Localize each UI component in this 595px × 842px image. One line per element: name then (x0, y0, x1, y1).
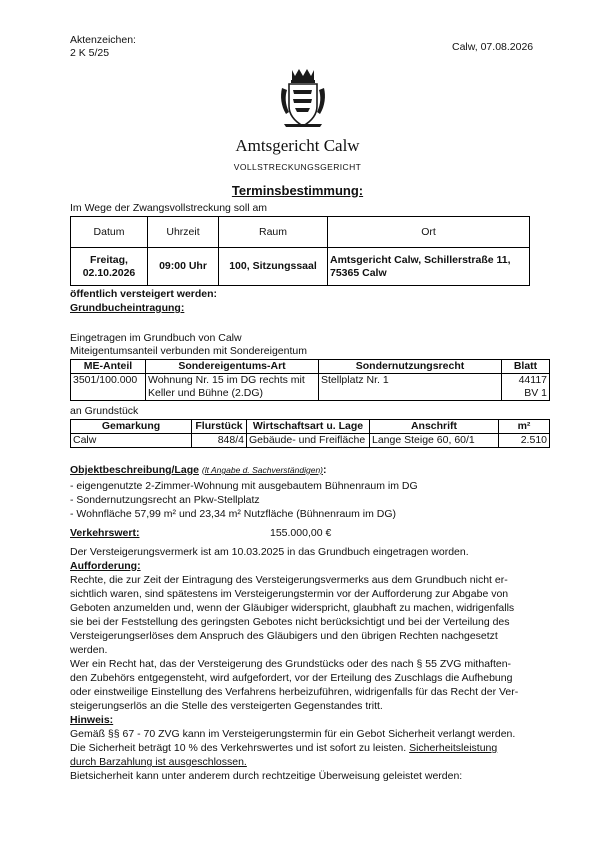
appointment-date-value: 02.10.2026 (82, 266, 136, 279)
objekt-note: (lt Angabe d. Sachverständigen) (201, 465, 323, 475)
header-wirtschaftsart: Wirtschaftsart u. Lage (247, 420, 370, 434)
hinweis-line2b: Sicherheitsleistung (409, 742, 498, 754)
appointment-place (328, 248, 530, 286)
appointment-place-line1: Amtsgericht Calw, Schillerstraße 11, (330, 253, 511, 266)
flaeche: 2.510 (499, 434, 550, 448)
header-date: Datum (71, 217, 148, 248)
blatt-line2: BV 1 (524, 387, 547, 399)
grundbuch-heading: Grundbucheintragung: (70, 302, 185, 314)
aufforderung-line: steigerungserlös an die Stelle des versteigerten Gegenstandes tritt. (70, 700, 383, 712)
header-sondereigentum: Sondereigentums-Art (146, 360, 319, 374)
flurstueck: 848/4 (192, 434, 247, 448)
aufforderung-heading: Aufforderung: (70, 560, 141, 572)
objekt-colon: : (323, 464, 327, 476)
objekt-item: - Wohnfläche 57,99 m² und 23,34 m² Nutzfläche (Bühnenraum im DG) (70, 508, 397, 520)
case-number: 2 K 5/25 (70, 47, 110, 59)
objekt-item: - Sondernutzungsrecht an Pkw-Stellplatz (70, 494, 260, 506)
place-date: Calw, 07.08.2026 (452, 41, 534, 53)
aufforderung-line: den Zubehörs entgegensteht, wird aufgefordert, vor der Erteilung des Zuschlags die Aufhebung (70, 672, 513, 684)
verkehrswert-value: 155.000,00 € (270, 527, 332, 539)
sondereigentum-line2: Keller und Bühne (2.DG) (148, 387, 263, 399)
court-subtitle: VOLLSTRECKUNGSGERICHT (233, 162, 362, 172)
blatt-line1: 44117 (518, 374, 547, 386)
header-flurstueck: Flurstück (192, 420, 247, 434)
appointment-table (70, 216, 530, 286)
objekt-heading-line (70, 464, 327, 477)
sondereigentum-line1: Wohnung Nr. 15 im DG rechts mit (148, 374, 305, 386)
aufforderung-line: oder einstweilige Einstellung des Verfahrens herbeizuführen, widrigenfalls für das Recht der Ver- (70, 686, 519, 698)
blatt (502, 374, 550, 401)
me-anteil: 3501/100.000 (71, 374, 146, 401)
intro-text: Im Wege der Zwangsvollstreckung soll am (70, 202, 268, 214)
anschrift: Lange Steige 60, 60/1 (370, 434, 499, 448)
coat-of-arms-icon (278, 66, 328, 130)
page-title: Terminsbestimmung: (231, 183, 364, 198)
hinweis-line: Gemäß §§ 67 - 70 ZVG kann im Versteigerungstermin für ein Gebot Sicherheit verlangt werden. (70, 728, 516, 740)
appointment-time: 09:00 Uhr (148, 248, 219, 286)
grundbuch-line2: Miteigentumsanteil verbunden mit Sondereigentum (70, 345, 307, 357)
sondernutzungsrecht: Stellplatz Nr. 1 (319, 374, 502, 401)
appointment-room: 100, Sitzungssaal (219, 248, 328, 286)
header-me-anteil: ME-Anteil (71, 360, 146, 374)
header-blatt: Blatt (502, 360, 550, 374)
aufforderung-line: werden. (70, 644, 108, 656)
ownership-table (70, 359, 550, 401)
hinweis-line4: Bietsicherheit kann unter anderem durch rechtzeitige Überweisung geleistet werden: (70, 770, 463, 782)
gemarkung: Calw (71, 434, 192, 448)
case-number-label: Aktenzeichen: (70, 34, 136, 46)
aufforderung-line: Wer ein Recht hat, das der Versteigerung des Grundstücks oder des nach § 55 ZVG mithaften- (70, 658, 512, 670)
header-place: Ort (328, 217, 530, 248)
grundstueck-label: an Grundstück (70, 405, 139, 417)
property-table (70, 419, 550, 448)
grundbuch-line1: Eingetragen im Grundbuch von Calw (70, 332, 242, 344)
aufforderung-line: Rechte, die zur Zeit der Eintragung des Versteigerungsvermerks aus dem Grundbuch nicht er- (70, 574, 508, 586)
aufforderung-line: sichtlich waren, sind spätestens im Versteigerungstermin vor der Aufforderung zur Abgabe von (70, 588, 509, 600)
hinweis-line3: durch Barzahlung ist ausgeschlossen. (70, 756, 247, 768)
hinweis-line2a: Die Sicherheit beträgt 10 % des Verkehrswertes und ist sofort zu leisten. (70, 742, 410, 754)
objekt-heading: Objektbeschreibung/Lage (70, 464, 199, 476)
aufforderung-line: Versteigerungserlöses dem Anspruch des Gläubigers und den übrigen Rechten nachgesetzt (70, 630, 498, 642)
appointment-date (71, 248, 148, 286)
header-gemarkung: Gemarkung (71, 420, 192, 434)
appointment-day: Freitag, (90, 253, 128, 266)
header-time: Uhrzeit (148, 217, 219, 248)
header-room: Raum (219, 217, 328, 248)
appointment-place-line2: 75365 Calw (330, 266, 387, 279)
verkehrswert-label: Verkehrswert: (70, 527, 140, 539)
wirtschaftsart: Gebäude- und Freifläche (247, 434, 370, 448)
header-sondernutzung: Sondernutzungsrecht (319, 360, 502, 374)
court-name: Amtsgericht Calw (235, 136, 360, 155)
hinweis-line (70, 742, 497, 755)
header-anschrift: Anschrift (370, 420, 499, 434)
vermerk-text: Der Versteigerungsvermerk ist am 10.03.2025 in das Grundbuch eingetragen worden. (70, 546, 469, 558)
aufforderung-line: Geboten anzumelden und, wenn der Gläubiger widerspricht, glaubhaft zu machen, widrigenfalls (70, 602, 515, 614)
header-flaeche: m² (499, 420, 550, 434)
sondereigentum-art (146, 374, 319, 401)
auction-statement: öffentlich versteigert werden: (70, 288, 218, 300)
hinweis-heading: Hinweis: (70, 714, 114, 726)
objekt-item: - eigengenutzte 2-Zimmer-Wohnung mit ausgebautem Bühnenraum im DG (70, 480, 418, 492)
aufforderung-line: sie bei der Feststellung des geringsten Gebotes nicht berücksichtigt und bei der Verteilung des (70, 616, 510, 628)
